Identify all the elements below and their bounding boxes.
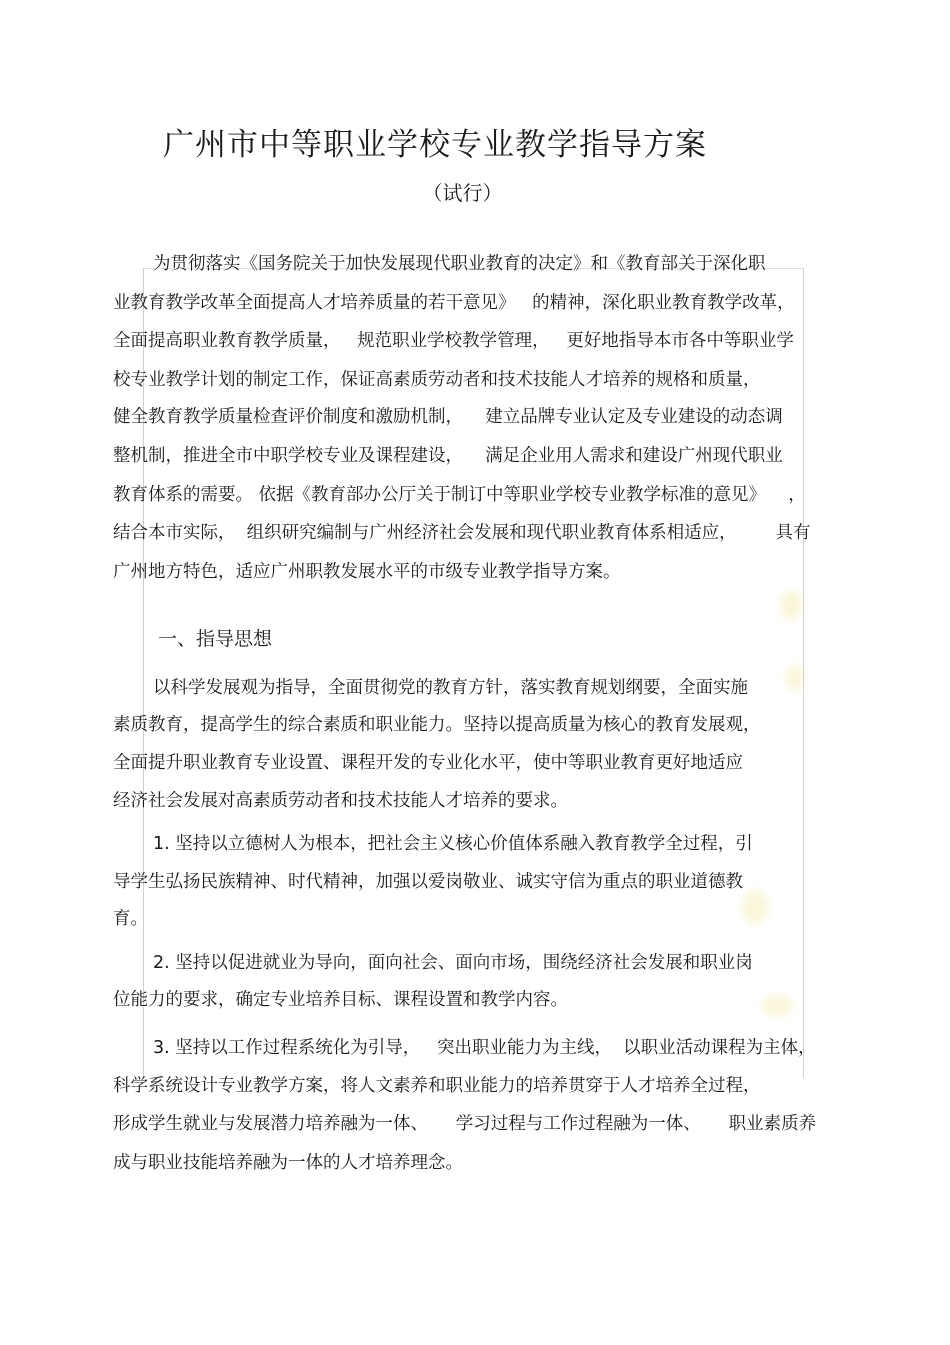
section1-line: 素质教育，提高学生的综合素质和职业能力。坚持以提高质量为核心的教育发展观， (113, 715, 761, 735)
scan-smudge (762, 995, 792, 1017)
intro-line: 全面提高职业教育教学质量， 规范职业学校教学管理， 更好地指导本市各中等职业学 (113, 331, 794, 351)
item1-line: 育。 (113, 909, 148, 929)
intro-line: 健全教育教学质量检查评价制度和激励机制， 建立品牌专业认定及专业建设的动态调 (113, 407, 783, 427)
item3-line: 形成学生就业与发展潜力培养融为一体、 学习过程与工作过程融为一体、 职业素质养 (113, 1114, 817, 1134)
scan-smudge (786, 665, 804, 691)
intro-line: 整机制，推进全市中职学校专业及课程建设， 满足企业用人需求和建设广州现代职业 (113, 446, 783, 466)
section1-line: 全面提升职业教育专业设置、课程开发的专业化水平，使中等职业教育更好地适应 (113, 753, 743, 773)
document-title: 广州市中等职业学校专业教学指导方案 (163, 127, 707, 163)
item3-line: 科学系统设计专业教学方案，将人文素养和职业能力的培养贯穿于人才培养全过程， (113, 1076, 761, 1096)
intro-line: 校专业教学计划的制定工作，保证高素质劳动者和技术技能人才培养的规格和质量， (113, 370, 761, 390)
section-heading: 一、指导思想 (158, 628, 273, 650)
intro-line: 业教育教学改革全面提高人才培养质量的若干意见》 的精神，深化职业教育教学改革， (113, 293, 795, 313)
item3-line: 成与职业技能培养融为一体的人才培养理念。 (113, 1153, 463, 1173)
section1-line: 经济社会发展对高素质劳动者和技术技能人才培养的要求。 (113, 791, 568, 811)
intro-line: 结合本市实际， 组织研究编制与广州经济社会发展和现代职业教育体系相适应， 具有 (113, 523, 811, 543)
item1-line: 导学生弘扬民族精神、时代精神，加强以爱岗敬业、诚实守信为重点的职业道德教 (113, 872, 743, 892)
intro-line: 为贯彻落实《国务院关于加快发展现代职业教育的决定》和《教育部关于深化职 (153, 254, 766, 274)
document-subtitle: （试行） (422, 181, 503, 205)
scan-smudge (780, 590, 802, 620)
item3-line: 3. 坚持以工作过程系统化为引导， 突出职业能力为主线， 以职业活动课程为主体， (153, 1038, 816, 1058)
intro-line: 广州地方特色，适应广州职教发展水平的市级专业教学指导方案。 (113, 562, 621, 582)
item2-line: 位能力的要求，确定专业培养目标、课程设置和教学内容。 (113, 990, 568, 1010)
scan-smudge (742, 890, 768, 924)
item1-line: 1. 坚持以立德树人为根本，把社会主义核心价值体系融入教育教学全过程，引 (153, 834, 753, 854)
item2-line: 2. 坚持以促进就业为导向，面向社会、面向市场，围绕经济社会发展和职业岗 (153, 953, 753, 973)
section1-line: 以科学发展观为指导，全面贯彻党的教育方针，落实教育规划纲要，全面实施 (153, 678, 748, 698)
intro-line: 教育体系的需要。 依据《教育部办公厅关于制订中等职业学校专业教学标准的意见》 ， (113, 485, 806, 505)
